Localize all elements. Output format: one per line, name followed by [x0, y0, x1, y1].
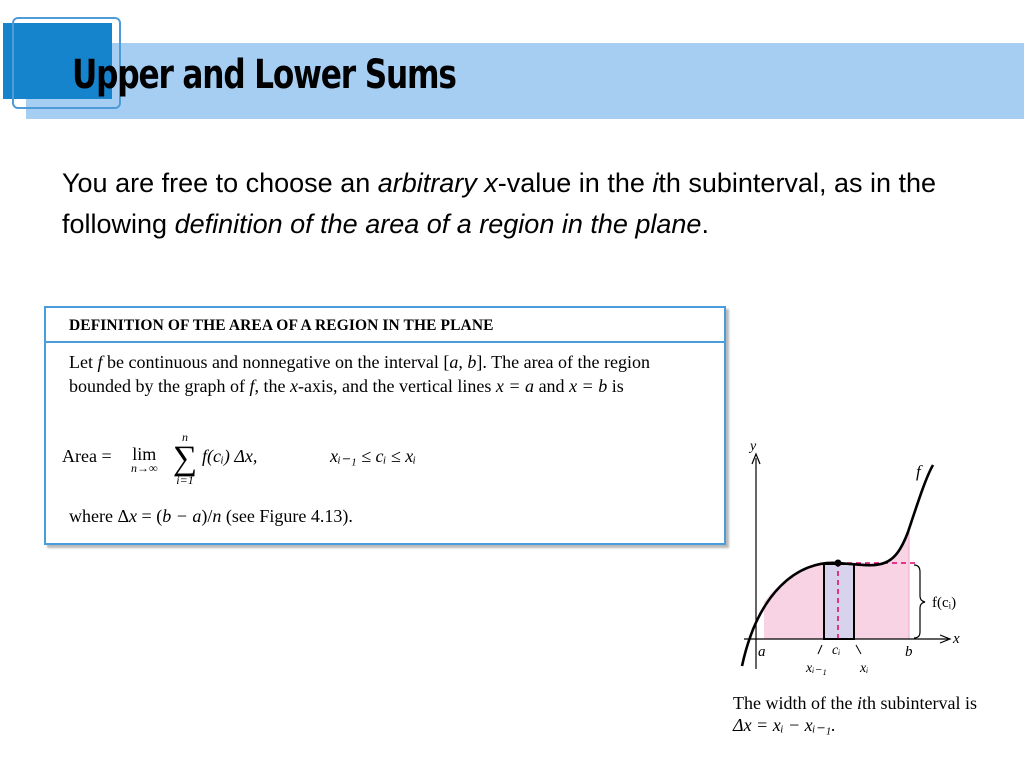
- formula-sum-upper: n: [182, 430, 188, 444]
- where-text-4: (see Figure 4.13).: [221, 506, 353, 526]
- def-text-3: ]. The area of the region bounded by the graph of: [69, 352, 651, 396]
- intro-text-3: th subinterval, as in the following: [62, 168, 937, 239]
- formula-sum-lower: i=1: [176, 473, 194, 487]
- def-italic-f2: f: [249, 376, 255, 396]
- formula-limit: [131, 444, 158, 476]
- formula-inequality: xᵢ₋₁ ≤ cᵢ ≤ xᵢ: [330, 446, 417, 466]
- subinterval-figure: [728, 432, 1018, 692]
- a-label: a: [758, 644, 766, 660]
- formula-lim-text: lim: [132, 444, 157, 464]
- formula-area-label: Area =: [62, 446, 112, 466]
- intro-text-1: You are free to choose an: [62, 168, 378, 198]
- definition-box: [44, 306, 726, 545]
- where-text-1: where Δ: [69, 506, 130, 526]
- definition-heading-bar: [46, 308, 724, 343]
- intro-italic-i: i: [652, 168, 659, 198]
- def-italic-x: x: [289, 376, 298, 396]
- def-text-7: is: [607, 376, 624, 396]
- where-italic-n: n: [212, 506, 222, 526]
- def-text-2: be continuous and nonnegative on the interval [: [102, 352, 450, 372]
- caption-line-1: [733, 692, 1013, 714]
- where-text-3: )/: [201, 506, 213, 526]
- function-label: f: [916, 462, 921, 481]
- intro-paragraph: [62, 163, 942, 245]
- ci-point: [835, 560, 842, 567]
- def-italic-xa: x = a: [495, 376, 535, 396]
- where-italic-ba: b − a: [162, 506, 202, 526]
- intro-text-2: -value in the: [497, 168, 653, 198]
- caption-text-2: th subinterval is: [862, 693, 977, 713]
- subinterval-rectangle: [824, 564, 854, 639]
- fc-brace: [914, 565, 925, 638]
- def-text-5: -axis, and the vertical lines: [297, 376, 496, 396]
- slide-title: Upper and Lower Sums: [72, 52, 456, 98]
- definition-body: [69, 350, 709, 398]
- def-text-1: Let: [69, 352, 98, 372]
- b-label: b: [905, 644, 913, 660]
- caption-line-2: Δx = xᵢ − xᵢ₋₁.: [733, 715, 836, 735]
- where-text-2: = (: [137, 506, 163, 526]
- formula-sum-sign: ∑: [172, 440, 198, 477]
- intro-text-4: .: [701, 209, 709, 239]
- fc-label: f(cᵢ): [932, 595, 957, 611]
- caption-text-1: The width of the: [733, 693, 857, 713]
- figure-caption: [733, 692, 1013, 736]
- xi1-label: xᵢ₋₁: [806, 661, 827, 676]
- def-italic-ab: a, b: [449, 352, 477, 372]
- definition-heading: DEFINITION OF THE AREA OF A REGION IN THE PLANE: [69, 317, 494, 334]
- formula-lim-subscript: n→∞: [131, 461, 158, 475]
- definition-where-line: [69, 506, 353, 527]
- formula-summation: [172, 430, 198, 488]
- xi-pointer: [856, 645, 861, 654]
- def-text-6: and: [534, 376, 570, 396]
- y-axis-label: y: [750, 439, 757, 454]
- def-italic-xb: x = b: [569, 376, 608, 396]
- formula-expression: f(cᵢ) Δx,: [202, 446, 258, 466]
- def-text-4: , the: [254, 376, 290, 396]
- where-italic-x: x: [129, 506, 138, 526]
- caption-italic-i: i: [856, 693, 862, 713]
- intro-italic-definition: definition of the area of a region in the plane: [174, 209, 702, 239]
- ci-label: cᵢ: [832, 643, 841, 658]
- x-axis-label: x: [953, 631, 960, 647]
- def-italic-f: f: [97, 352, 103, 372]
- xi1-pointer: [818, 645, 822, 654]
- xi-label: xᵢ: [860, 661, 869, 676]
- intro-italic-arbitrary-x: arbitrary x: [377, 168, 498, 198]
